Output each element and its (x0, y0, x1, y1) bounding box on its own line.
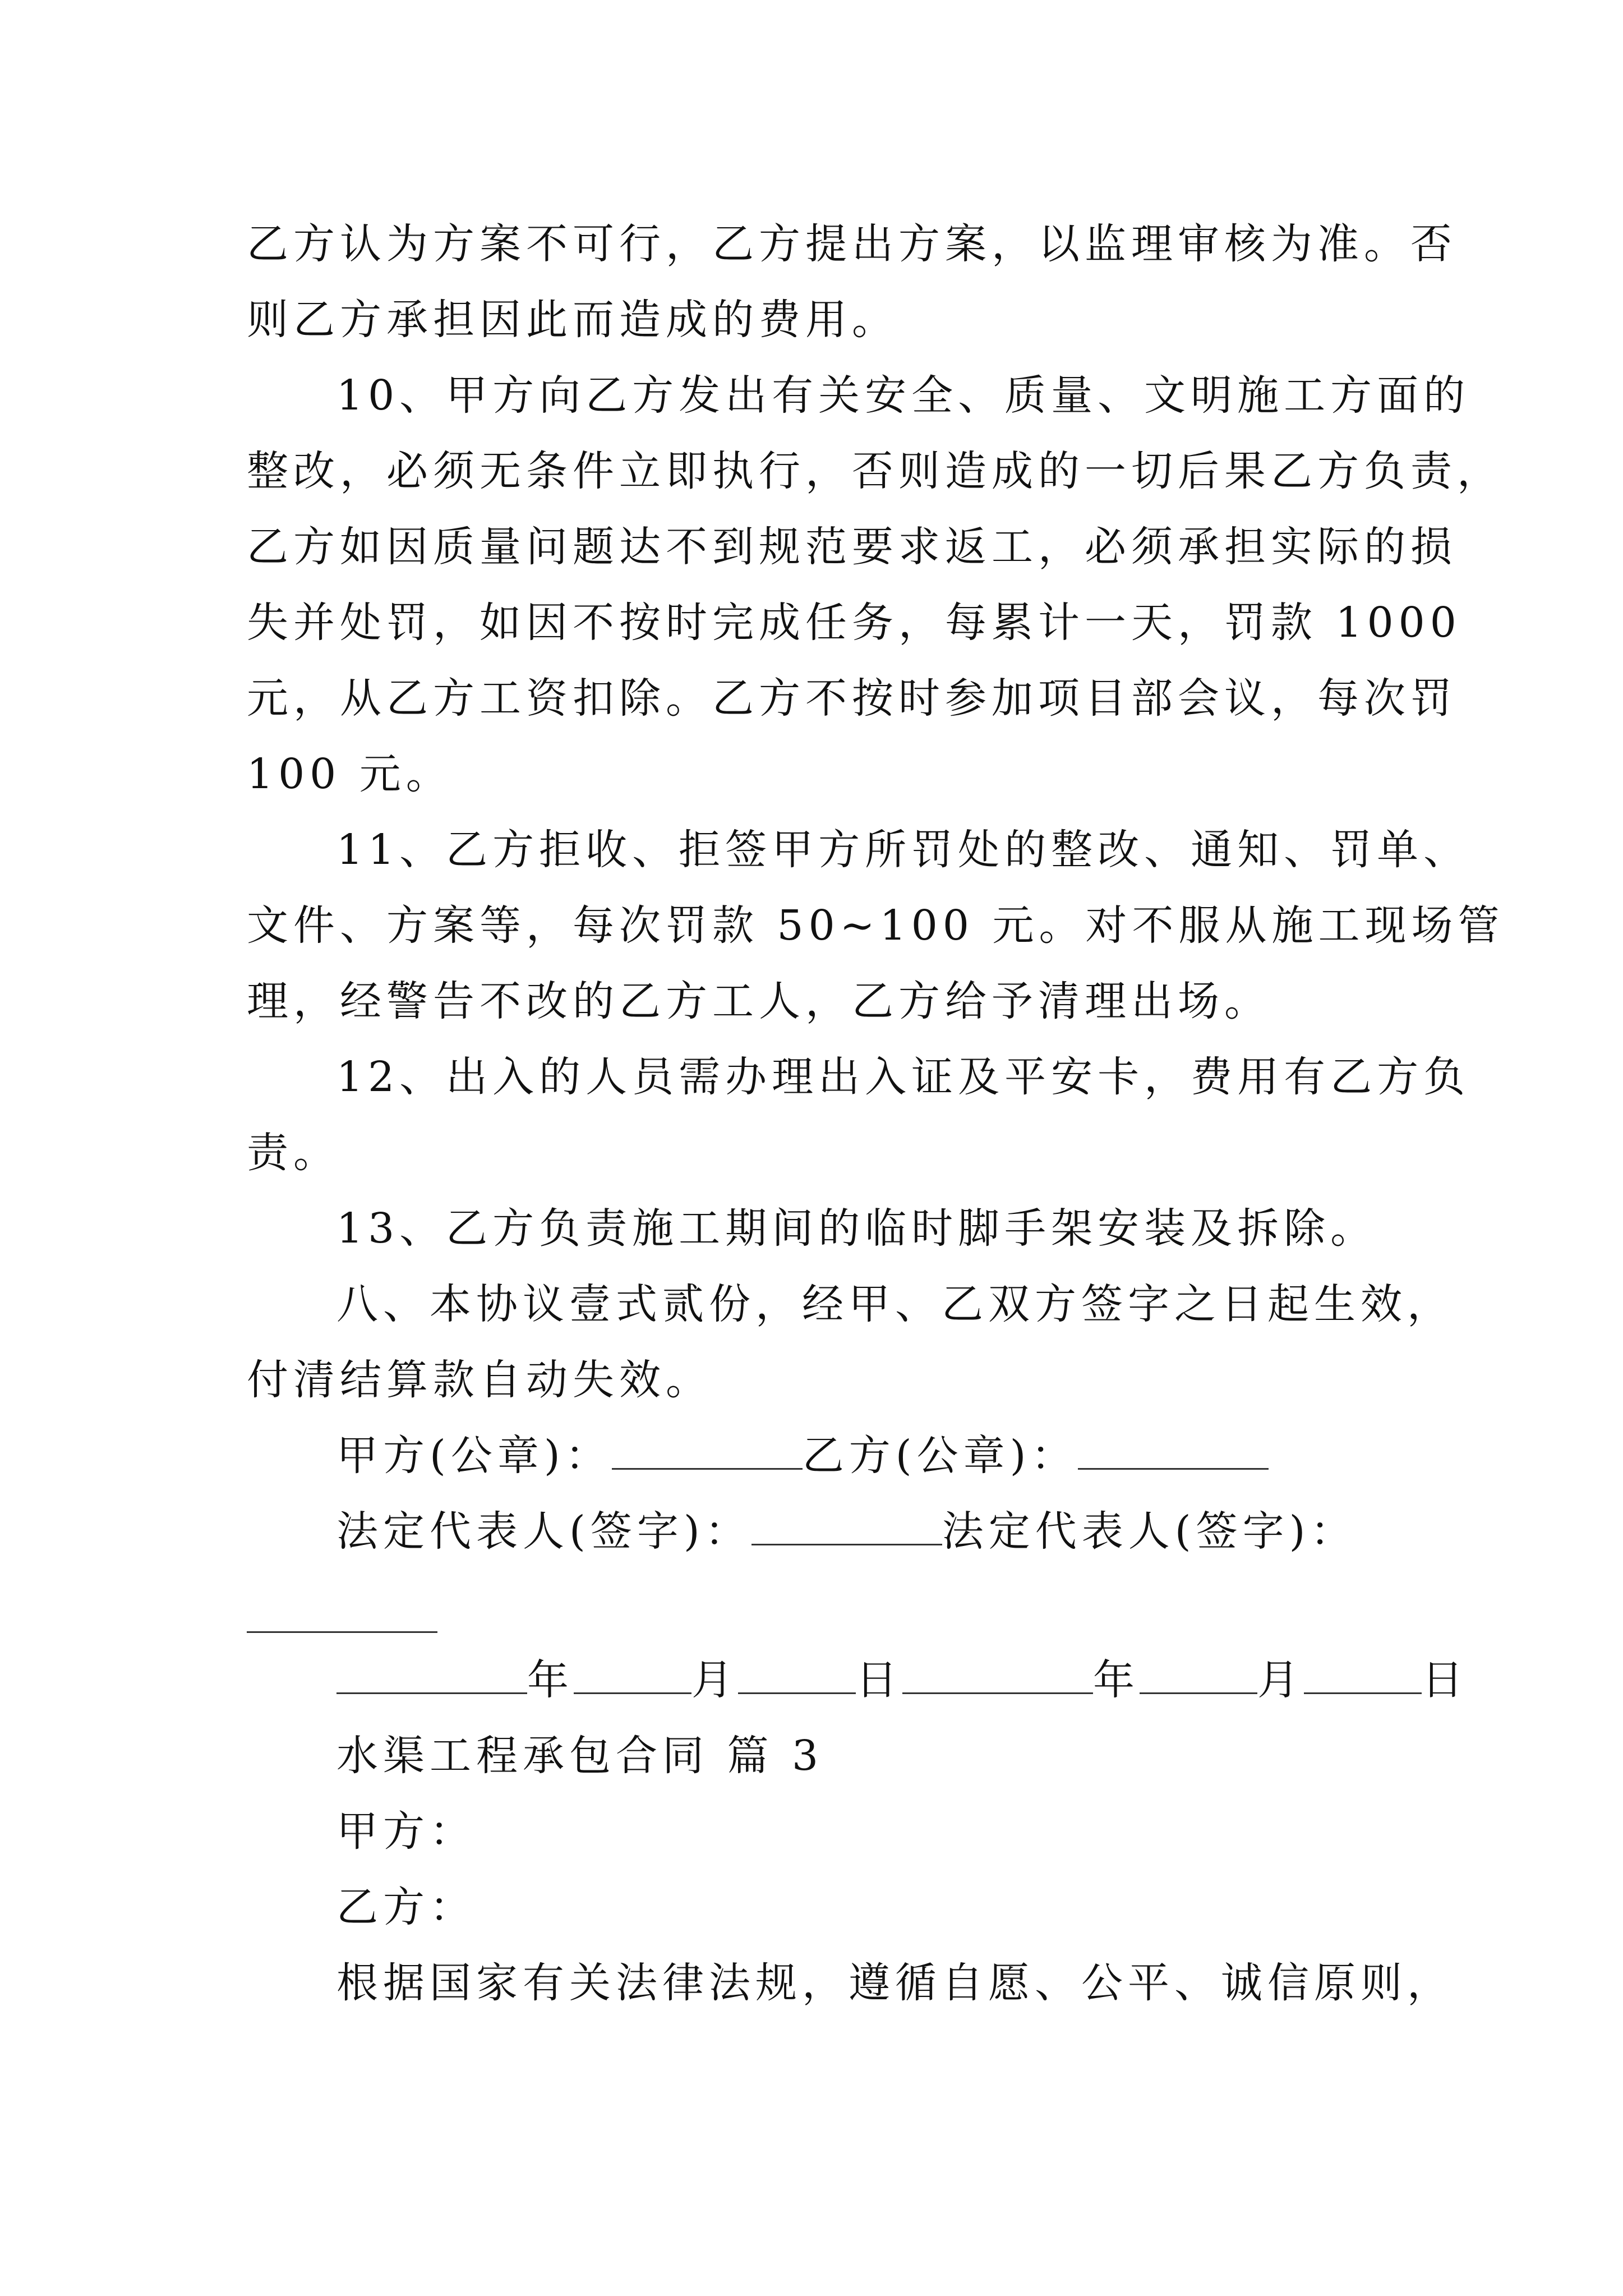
party-a-label: 甲方： (336, 1807, 476, 1856)
paragraph-line: 整改，必须无条件立即执行，否则造成的一切后果乙方负责， (247, 447, 1504, 495)
paragraph-line: 元，从乙方工资扣除。乙方不按时参加项目部会议，每次罚 (247, 674, 1457, 723)
clause-11-line: 11、乙方拒收、拒签甲方所罚处的整改、通知、罚单、 (336, 826, 1470, 874)
section-title: 水渠工程承包合同 篇 3 (336, 1732, 824, 1780)
month-label: 月 (1257, 1656, 1304, 1704)
paragraph-line: 则乙方承担因此而造成的费用。 (247, 296, 898, 344)
party-a-representative-label: 法定代表人(签字)： (336, 1507, 751, 1556)
paragraph-line: 理，经警告不改的乙方工人，乙方给予清理出场。 (247, 977, 1271, 1025)
paragraph-line: 失并处罚，如因不按时完成任务，每累计一天，罚款 1000 (247, 599, 1461, 647)
paragraph-line: 乙方认为方案不可行，乙方提出方案，以监理审核为准。否 (247, 220, 1457, 268)
day-label: 日 (856, 1656, 902, 1704)
paragraph-line: 责。 (247, 1129, 340, 1177)
year-blank (902, 1652, 1093, 1694)
clause-13-line: 13、乙方负责施工期间的临时脚手架安装及拆除。 (336, 1204, 1377, 1253)
intro-line: 根据国家有关法律法规，遵循自愿、公平、诚信原则， (336, 1959, 1454, 2007)
day-blank (738, 1652, 856, 1694)
day-blank (1304, 1652, 1422, 1694)
paragraph-line: 乙方如因质量问题达不到规范要求返工，必须承担实际的损 (247, 523, 1457, 571)
clause-12-line: 12、出入的人员需办理出入证及平安卡，费用有乙方负 (336, 1053, 1470, 1101)
month-blank (574, 1652, 691, 1694)
month-blank (1140, 1652, 1257, 1694)
party-b-representative-blank (247, 1631, 437, 1633)
party-b-representative-label: 法定代表人(签字)： (942, 1507, 1357, 1556)
party-b-seal-blank (1078, 1428, 1269, 1470)
day-label: 日 (1422, 1656, 1468, 1704)
paragraph-line: 付清结算款自动失效。 (247, 1356, 712, 1404)
year-label: 年 (527, 1656, 574, 1704)
party-a-seal-blank (612, 1428, 803, 1470)
paragraph-line: 100 元。 (247, 750, 453, 798)
party-b-label: 乙方： (336, 1883, 476, 1931)
paragraph-line: 文件、方案等，每次罚款 50~100 元。对不服从施工现场管 (247, 901, 1505, 950)
party-a-representative-blank (751, 1503, 942, 1545)
year-label: 年 (1093, 1656, 1140, 1704)
date-row (336, 1652, 1468, 1708)
clause-eight-line: 八、本协议壹式贰份，经甲、乙双方签字之日起生效， (336, 1280, 1454, 1328)
representative-signature-row (336, 1503, 1396, 1559)
month-label: 月 (691, 1656, 738, 1704)
year-blank (336, 1652, 527, 1694)
party-a-seal-label: 甲方(公章)： (336, 1432, 612, 1480)
clause-10-line: 10、甲方向乙方发出有关安全、质量、文明施工方面的 (336, 371, 1470, 420)
party-b-seal-label: 乙方(公章)： (802, 1432, 1078, 1480)
seal-signature-row (336, 1428, 1396, 1484)
